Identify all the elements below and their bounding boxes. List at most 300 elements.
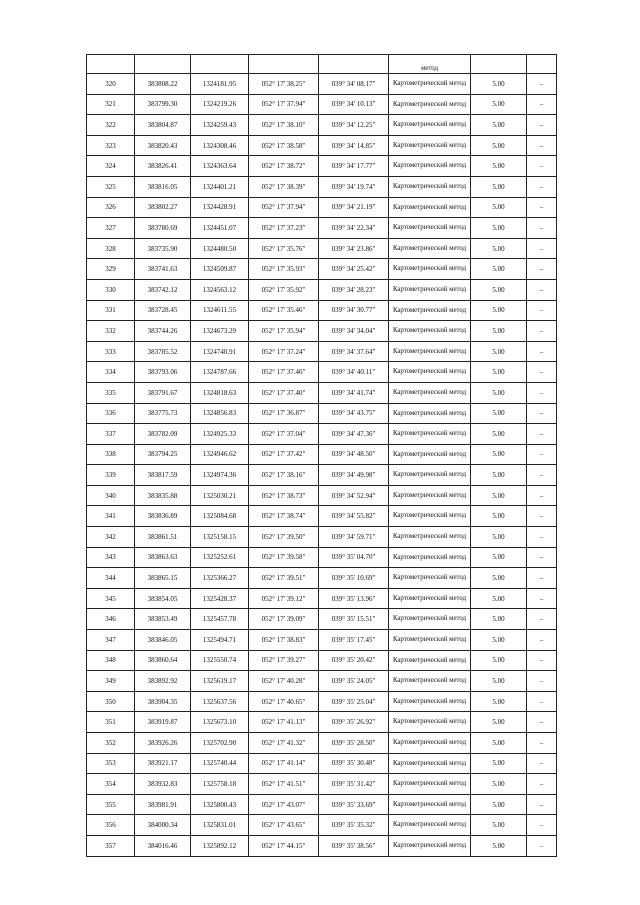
cell-longitude: 039° 34' 52.94" (319, 485, 389, 506)
cell-method-fragment: метод (389, 55, 471, 74)
cell-point-number: 323 (87, 135, 135, 156)
cell-note: – (527, 341, 557, 362)
cell-precision: 5.00 (471, 774, 527, 795)
cell-x-coordinate: 383820.43 (135, 135, 191, 156)
table-row (87, 424, 557, 445)
cell-note: – (527, 465, 557, 486)
cell-note: – (527, 321, 557, 342)
cell-precision: 5.00 (471, 176, 527, 197)
cell-note: – (527, 197, 557, 218)
document-page (86, 54, 556, 857)
cell-latitude: 052° 17' 41.14" (249, 753, 319, 774)
cell-method: Картометрический метод (389, 794, 471, 815)
cell-precision: 5.00 (471, 568, 527, 589)
cell-note: – (527, 156, 557, 177)
cell-precision: 5.00 (471, 733, 527, 754)
cell-longitude: 039° 35' 13.96" (319, 588, 389, 609)
cell-method: Картометрический метод (389, 774, 471, 795)
cell-y-coordinate: 1325619.17 (191, 671, 249, 692)
cell-latitude: 052° 17' 40.65" (249, 691, 319, 712)
cell-x-coordinate: 383981.91 (135, 794, 191, 815)
cell-precision: 5.00 (471, 671, 527, 692)
cell-precision: 5.00 (471, 238, 527, 259)
cell-precision: 5.00 (471, 218, 527, 239)
cell-precision: 5.00 (471, 341, 527, 362)
cell-latitude: 052° 17' 38.58" (249, 135, 319, 156)
cell-precision: 5.00 (471, 94, 527, 115)
continued-row (87, 55, 557, 74)
cell-x-coordinate: 383826.41 (135, 156, 191, 177)
cell-precision: 5.00 (471, 465, 527, 486)
cell-note: – (527, 176, 557, 197)
cell-method: Картометрический метод (389, 835, 471, 856)
cell-x-coordinate: 383919.87 (135, 712, 191, 733)
cell-point-number: 351 (87, 712, 135, 733)
cell-x-coordinate: 383785.52 (135, 341, 191, 362)
cell-y-coordinate: 1325084.68 (191, 506, 249, 527)
cell-latitude: 052° 17' 41.32" (249, 733, 319, 754)
cell-point-number: 341 (87, 506, 135, 527)
cell-x-coordinate: 383804.87 (135, 115, 191, 136)
cell-precision: 5.00 (471, 588, 527, 609)
cell-note: – (527, 135, 557, 156)
cell-y-coordinate: 1325428.37 (191, 588, 249, 609)
cell-latitude: 052° 17' 38.73" (249, 485, 319, 506)
cell-precision: 5.00 (471, 197, 527, 218)
cell-latitude: 052° 17' 37.94" (249, 197, 319, 218)
cell-method: Картометрический метод (389, 197, 471, 218)
table-row (87, 300, 557, 321)
cell-point-number: 353 (87, 753, 135, 774)
cell-y-coordinate: 1325702.90 (191, 733, 249, 754)
cell-method: Картометрический метод (389, 382, 471, 403)
cell-note: – (527, 630, 557, 651)
table-row (87, 156, 557, 177)
cell-method: Картометрический метод (389, 547, 471, 568)
cell-x-coordinate: 383861.51 (135, 527, 191, 548)
cell-precision: 5.00 (471, 115, 527, 136)
cell-x-coordinate: 383853.49 (135, 609, 191, 630)
cell-latitude: 052° 17' 38.25" (249, 74, 319, 95)
cell-point-number: 345 (87, 588, 135, 609)
cell-latitude: 052° 17' 44.15" (249, 835, 319, 856)
cell-longitude: 039° 34' 34.04" (319, 321, 389, 342)
table-row (87, 382, 557, 403)
table-row (87, 259, 557, 280)
cell-x-coordinate: 383817.59 (135, 465, 191, 486)
cell-precision: 5.00 (471, 815, 527, 836)
table-row (87, 774, 557, 795)
cell-point-number: 355 (87, 794, 135, 815)
cell-point-number: 326 (87, 197, 135, 218)
cell-point-number: 339 (87, 465, 135, 486)
table-row (87, 74, 557, 95)
table-row (87, 403, 557, 424)
cell-method: Картометрический метод (389, 712, 471, 733)
table-row (87, 444, 557, 465)
cell-x-coordinate: 383793.06 (135, 362, 191, 383)
cell-precision: 5.00 (471, 712, 527, 733)
cell-y-coordinate: 1324401.21 (191, 176, 249, 197)
cell-x-coordinate: 383835.88 (135, 485, 191, 506)
cell-precision: 5.00 (471, 753, 527, 774)
cell-point-number: 340 (87, 485, 135, 506)
cell-method: Картометрический метод (389, 465, 471, 486)
cell-latitude: 052° 17' 38.39" (249, 176, 319, 197)
coordinates-table (86, 54, 557, 857)
cell-method: Картометрический метод (389, 815, 471, 836)
table-row (87, 753, 557, 774)
cell-y-coordinate: 1325457.78 (191, 609, 249, 630)
cell-x-coordinate: 383854.05 (135, 588, 191, 609)
cell-longitude: 039° 35' 30.48" (319, 753, 389, 774)
table-row (87, 218, 557, 239)
cell-note: – (527, 403, 557, 424)
cell-longitude: 039° 35' 26.92" (319, 712, 389, 733)
cell-latitude: 052° 17' 39.27" (249, 650, 319, 671)
cell-y-coordinate: 1325030.21 (191, 485, 249, 506)
cell-point-number: 352 (87, 733, 135, 754)
cell-note: – (527, 279, 557, 300)
cell-method: Картометрический метод (389, 485, 471, 506)
cell-x-coordinate: 383863.63 (135, 547, 191, 568)
cell-y-coordinate: 1325758.18 (191, 774, 249, 795)
cell-precision: 5.00 (471, 135, 527, 156)
cell-latitude: 052° 17' 38.74" (249, 506, 319, 527)
cell-longitude: 039° 34' 08.17" (319, 74, 389, 95)
cell-note: – (527, 650, 557, 671)
table-row (87, 341, 557, 362)
cell-x-coordinate: 383735.90 (135, 238, 191, 259)
cell-method: Картометрический метод (389, 341, 471, 362)
cell-note: – (527, 691, 557, 712)
cell-y-coordinate: 1325158.15 (191, 527, 249, 548)
cell-note: – (527, 835, 557, 856)
cell-longitude: 039° 34' 41.74" (319, 382, 389, 403)
cell-y-coordinate: 1324563.12 (191, 279, 249, 300)
cell-y-coordinate: 1325673.10 (191, 712, 249, 733)
table-row (87, 506, 557, 527)
cell-latitude: 052° 17' 40.28" (249, 671, 319, 692)
cell-y-coordinate: 1325550.74 (191, 650, 249, 671)
cell-precision: 5.00 (471, 835, 527, 856)
cell-longitude: 039° 35' 38.56" (319, 835, 389, 856)
table-row (87, 691, 557, 712)
cell-x-coordinate: 383802.27 (135, 197, 191, 218)
cell-latitude: 052° 17' 41.13" (249, 712, 319, 733)
cell-latitude: 052° 17' 35.94" (249, 321, 319, 342)
table-row (87, 485, 557, 506)
cell-x-coordinate: 383921.17 (135, 753, 191, 774)
cell-precision: 5.00 (471, 485, 527, 506)
cell-precision: 5.00 (471, 362, 527, 383)
cell-method: Картометрический метод (389, 321, 471, 342)
cell-empty (319, 55, 389, 74)
cell-method: Картометрический метод (389, 650, 471, 671)
cell-empty (471, 55, 527, 74)
cell-precision: 5.00 (471, 444, 527, 465)
table-row (87, 733, 557, 754)
cell-note: – (527, 547, 557, 568)
cell-latitude: 052° 17' 37.04" (249, 424, 319, 445)
cell-method: Картометрический метод (389, 527, 471, 548)
table-row (87, 465, 557, 486)
cell-method: Картометрический метод (389, 300, 471, 321)
cell-longitude: 039° 35' 31.42" (319, 774, 389, 795)
cell-longitude: 039° 34' 10.13" (319, 94, 389, 115)
cell-precision: 5.00 (471, 300, 527, 321)
cell-method: Картометрический метод (389, 671, 471, 692)
cell-x-coordinate: 383932.83 (135, 774, 191, 795)
table-row (87, 609, 557, 630)
cell-precision: 5.00 (471, 382, 527, 403)
table-row (87, 197, 557, 218)
cell-empty (527, 55, 557, 74)
cell-note: – (527, 362, 557, 383)
table-row (87, 238, 557, 259)
cell-precision: 5.00 (471, 74, 527, 95)
table-row (87, 135, 557, 156)
cell-longitude: 039° 34' 25.42" (319, 259, 389, 280)
cell-note: – (527, 609, 557, 630)
cell-point-number: 346 (87, 609, 135, 630)
cell-method: Картометрический метод (389, 568, 471, 589)
cell-method: Картометрический метод (389, 609, 471, 630)
cell-point-number: 330 (87, 279, 135, 300)
cell-y-coordinate: 1324856.83 (191, 403, 249, 424)
cell-longitude: 039° 35' 04.70" (319, 547, 389, 568)
cell-precision: 5.00 (471, 691, 527, 712)
cell-point-number: 321 (87, 94, 135, 115)
cell-longitude: 039° 35' 24.05" (319, 671, 389, 692)
cell-latitude: 052° 17' 37.46" (249, 362, 319, 383)
table-row (87, 362, 557, 383)
cell-y-coordinate: 1324974.36 (191, 465, 249, 486)
cell-latitude: 052° 17' 37.42" (249, 444, 319, 465)
cell-y-coordinate: 1325494.71 (191, 630, 249, 651)
cell-precision: 5.00 (471, 259, 527, 280)
cell-y-coordinate: 1325740.44 (191, 753, 249, 774)
table-row (87, 94, 557, 115)
cell-y-coordinate: 1324611.55 (191, 300, 249, 321)
cell-latitude: 052° 17' 39.51" (249, 568, 319, 589)
cell-longitude: 039° 35' 17.45" (319, 630, 389, 651)
cell-longitude: 039° 34' 59.71" (319, 527, 389, 548)
cell-note: – (527, 94, 557, 115)
cell-note: – (527, 568, 557, 589)
table-row (87, 176, 557, 197)
cell-precision: 5.00 (471, 527, 527, 548)
cell-point-number: 322 (87, 115, 135, 136)
cell-method: Картометрический метод (389, 218, 471, 239)
cell-longitude: 039° 34' 23.86" (319, 238, 389, 259)
table-row (87, 527, 557, 548)
table-row (87, 794, 557, 815)
table-row (87, 115, 557, 136)
cell-longitude: 039° 34' 43.75" (319, 403, 389, 424)
table-row (87, 650, 557, 671)
table-row (87, 588, 557, 609)
coordinates-table-body (87, 55, 557, 857)
cell-method: Картометрический метод (389, 403, 471, 424)
cell-note: – (527, 238, 557, 259)
cell-latitude: 052° 17' 43.07" (249, 794, 319, 815)
cell-note: – (527, 527, 557, 548)
cell-method: Картометрический метод (389, 753, 471, 774)
cell-x-coordinate: 383904.35 (135, 691, 191, 712)
cell-longitude: 039° 34' 19.74" (319, 176, 389, 197)
cell-method: Картометрический метод (389, 279, 471, 300)
table-row (87, 630, 557, 651)
cell-x-coordinate: 384000.34 (135, 815, 191, 836)
cell-method: Картометрический метод (389, 94, 471, 115)
cell-note: – (527, 300, 557, 321)
cell-longitude: 039° 35' 20.42" (319, 650, 389, 671)
cell-method: Картометрический метод (389, 362, 471, 383)
cell-note: – (527, 218, 557, 239)
table-row (87, 835, 557, 856)
cell-note: – (527, 671, 557, 692)
cell-method: Картометрический метод (389, 733, 471, 754)
cell-method: Картометрический метод (389, 506, 471, 527)
cell-precision: 5.00 (471, 279, 527, 300)
cell-precision: 5.00 (471, 403, 527, 424)
cell-point-number: 344 (87, 568, 135, 589)
cell-y-coordinate: 1325637.56 (191, 691, 249, 712)
cell-x-coordinate: 383926.26 (135, 733, 191, 754)
cell-empty (191, 55, 249, 74)
cell-method: Картометрический метод (389, 630, 471, 651)
cell-point-number: 320 (87, 74, 135, 95)
cell-note: – (527, 815, 557, 836)
cell-y-coordinate: 1325800.43 (191, 794, 249, 815)
cell-x-coordinate: 383742.12 (135, 279, 191, 300)
cell-latitude: 052° 17' 37.94" (249, 94, 319, 115)
cell-longitude: 039° 34' 30.77" (319, 300, 389, 321)
table-row (87, 671, 557, 692)
cell-empty (135, 55, 191, 74)
table-row (87, 321, 557, 342)
cell-longitude: 039° 35' 28.50" (319, 733, 389, 754)
cell-point-number: 335 (87, 382, 135, 403)
cell-y-coordinate: 1324946.62 (191, 444, 249, 465)
cell-x-coordinate: 383728.45 (135, 300, 191, 321)
cell-note: – (527, 506, 557, 527)
cell-point-number: 350 (87, 691, 135, 712)
cell-y-coordinate: 1325831.01 (191, 815, 249, 836)
cell-precision: 5.00 (471, 609, 527, 630)
cell-y-coordinate: 1325892.12 (191, 835, 249, 856)
cell-y-coordinate: 1324673.29 (191, 321, 249, 342)
cell-method: Картометрический метод (389, 691, 471, 712)
cell-note: – (527, 259, 557, 280)
cell-longitude: 039° 34' 48.50" (319, 444, 389, 465)
cell-longitude: 039° 34' 40.11" (319, 362, 389, 383)
cell-precision: 5.00 (471, 794, 527, 815)
cell-latitude: 052° 17' 39.09" (249, 609, 319, 630)
cell-latitude: 052° 17' 41.51" (249, 774, 319, 795)
cell-point-number: 332 (87, 321, 135, 342)
cell-latitude: 052° 17' 35.76" (249, 238, 319, 259)
cell-point-number: 327 (87, 218, 135, 239)
cell-point-number: 328 (87, 238, 135, 259)
cell-note: – (527, 74, 557, 95)
cell-latitude: 052° 17' 38.16" (249, 465, 319, 486)
cell-y-coordinate: 1324363.64 (191, 156, 249, 177)
cell-x-coordinate: 383865.15 (135, 568, 191, 589)
cell-x-coordinate: 383846.05 (135, 630, 191, 651)
cell-latitude: 052° 17' 36.87" (249, 403, 319, 424)
cell-empty (87, 55, 135, 74)
cell-note: – (527, 382, 557, 403)
cell-precision: 5.00 (471, 321, 527, 342)
cell-point-number: 325 (87, 176, 135, 197)
cell-precision: 5.00 (471, 156, 527, 177)
cell-note: – (527, 115, 557, 136)
cell-latitude: 052° 17' 35.93" (249, 259, 319, 280)
cell-point-number: 347 (87, 630, 135, 651)
cell-point-number: 333 (87, 341, 135, 362)
cell-x-coordinate: 383799.30 (135, 94, 191, 115)
cell-longitude: 039° 34' 55.82" (319, 506, 389, 527)
cell-longitude: 039° 35' 33.69" (319, 794, 389, 815)
cell-point-number: 349 (87, 671, 135, 692)
cell-y-coordinate: 1324219.26 (191, 94, 249, 115)
cell-point-number: 356 (87, 815, 135, 836)
cell-method: Картометрический метод (389, 588, 471, 609)
table-row (87, 712, 557, 733)
cell-point-number: 336 (87, 403, 135, 424)
cell-latitude: 052° 17' 38.83" (249, 630, 319, 651)
cell-y-coordinate: 1324787.66 (191, 362, 249, 383)
cell-x-coordinate: 383860.64 (135, 650, 191, 671)
cell-precision: 5.00 (471, 547, 527, 568)
cell-y-coordinate: 1324509.87 (191, 259, 249, 280)
cell-note: – (527, 712, 557, 733)
cell-y-coordinate: 1324259.43 (191, 115, 249, 136)
cell-note: – (527, 774, 557, 795)
cell-x-coordinate: 383744.26 (135, 321, 191, 342)
cell-note: – (527, 588, 557, 609)
cell-latitude: 052° 17' 43.65" (249, 815, 319, 836)
cell-y-coordinate: 1324428.91 (191, 197, 249, 218)
cell-y-coordinate: 1325366.27 (191, 568, 249, 589)
cell-x-coordinate: 383816.05 (135, 176, 191, 197)
cell-latitude: 052° 17' 35.46" (249, 300, 319, 321)
cell-precision: 5.00 (471, 630, 527, 651)
cell-method: Картометрический метод (389, 444, 471, 465)
cell-y-coordinate: 1324181.95 (191, 74, 249, 95)
cell-longitude: 039° 34' 21.19" (319, 197, 389, 218)
cell-point-number: 337 (87, 424, 135, 445)
cell-point-number: 329 (87, 259, 135, 280)
cell-point-number: 354 (87, 774, 135, 795)
cell-precision: 5.00 (471, 424, 527, 445)
cell-longitude: 039° 34' 14.85" (319, 135, 389, 156)
cell-x-coordinate: 383892.92 (135, 671, 191, 692)
cell-method: Картометрический метод (389, 115, 471, 136)
cell-x-coordinate: 383741.63 (135, 259, 191, 280)
cell-method: Картометрический метод (389, 74, 471, 95)
cell-x-coordinate: 383808.22 (135, 74, 191, 95)
cell-y-coordinate: 1324818.63 (191, 382, 249, 403)
cell-x-coordinate: 383836.89 (135, 506, 191, 527)
cell-point-number: 342 (87, 527, 135, 548)
cell-latitude: 052° 17' 39.58" (249, 547, 319, 568)
table-row (87, 279, 557, 300)
cell-longitude: 039° 34' 37.64" (319, 341, 389, 362)
cell-note: – (527, 485, 557, 506)
